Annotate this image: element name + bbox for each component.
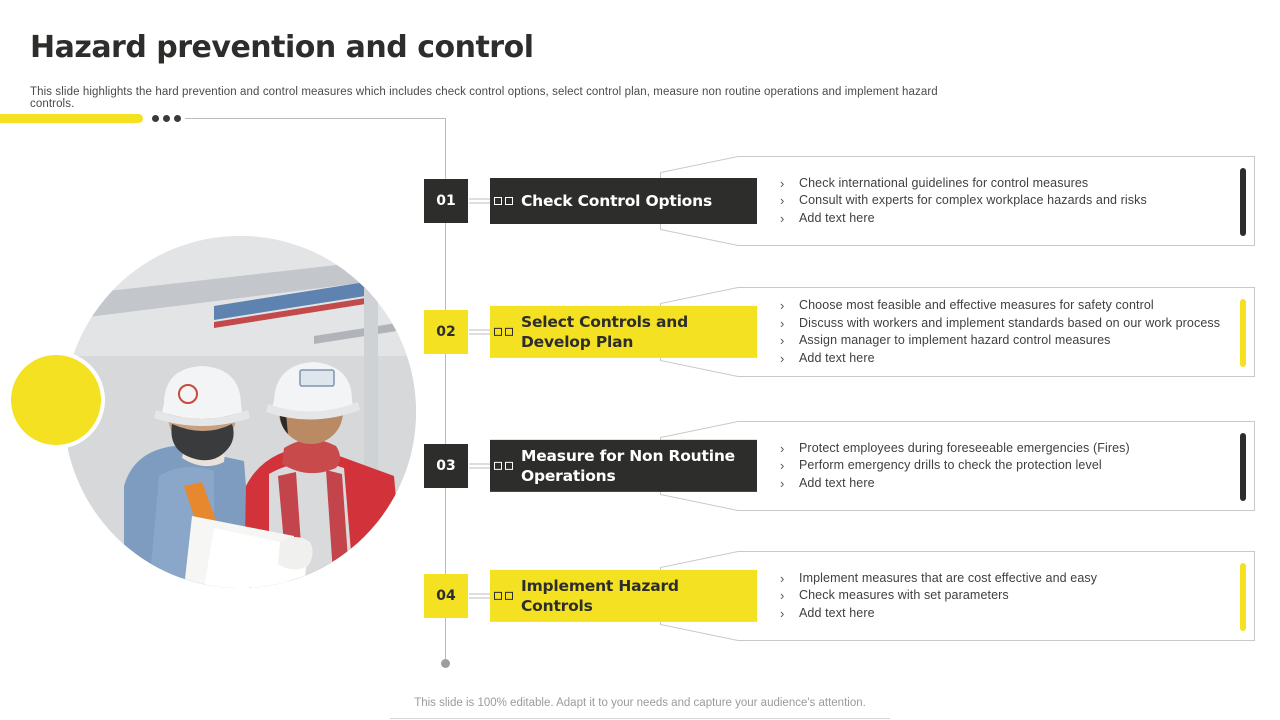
dot-icon xyxy=(174,115,181,122)
step-1-number: 01 xyxy=(424,179,468,223)
yellow-circle-decoration xyxy=(11,355,101,445)
process-step-1 xyxy=(424,156,1255,246)
bullet-item: › Check international guidelines for control measures xyxy=(780,175,1242,193)
bullet-item: › Perform emergency drills to check the protection level xyxy=(780,457,1242,475)
bullet-item: › Protect employees during foreseeable emergencies (Fires) xyxy=(780,440,1242,458)
step-2-bullet-list xyxy=(780,287,1242,377)
bullet-item: › Discuss with workers and implement standards based on our work process xyxy=(780,315,1242,333)
bullet-item: › Check measures with set parameters xyxy=(780,587,1242,605)
step-1-bullet-list xyxy=(780,156,1242,246)
step-2-title: Select Controls and Develop Plan xyxy=(521,312,688,351)
process-step-3 xyxy=(424,421,1255,511)
step-3-title: Measure for Non Routine Operations xyxy=(521,446,735,485)
accent-bar xyxy=(1240,168,1246,236)
accent-bar xyxy=(1240,433,1246,501)
checkbox-squares-icon xyxy=(494,328,513,336)
bullet-item: › Consult with experts for complex workplace hazards and risks xyxy=(780,192,1242,210)
process-step-4 xyxy=(424,551,1255,641)
dot-icon xyxy=(152,115,159,122)
step-4-number: 04 xyxy=(424,574,468,618)
bullet-item: › Implement measures that are cost effective and easy xyxy=(780,570,1242,588)
workers-photo-illustration xyxy=(64,236,416,588)
slide-bottom-edge xyxy=(390,718,890,719)
checkbox-squares-icon xyxy=(494,592,513,600)
slide-subtitle: This slide highlights the hard prevention and control measures which includes check control options, select control plan, measure non routine operations and implement hazard controls. xyxy=(30,86,938,110)
accent-bar xyxy=(1240,299,1246,367)
page-title: Hazard prevention and control xyxy=(30,30,534,65)
bullet-item: › Add text here xyxy=(780,605,1242,623)
connector-horizontal-line xyxy=(185,118,445,119)
step-1-title-box xyxy=(490,178,757,224)
step-4-title: Implement Hazard Controls xyxy=(521,576,679,615)
yellow-accent-bar xyxy=(0,114,143,123)
step-4-title-box xyxy=(490,570,757,622)
step-3-bullet-list xyxy=(780,421,1242,511)
bullet-item: › Assign manager to implement hazard control measures xyxy=(780,332,1242,350)
line-end-dot xyxy=(441,659,450,668)
step-4-bullet-list xyxy=(780,551,1242,641)
checkbox-squares-icon xyxy=(494,197,513,205)
bullet-item: › Add text here xyxy=(780,210,1242,228)
step-1-title: Check Control Options xyxy=(521,191,712,210)
step-3-number: 03 xyxy=(424,444,468,488)
checkbox-squares-icon xyxy=(494,462,513,470)
workers-photo xyxy=(64,236,416,588)
bullet-item: › Add text here xyxy=(780,350,1242,368)
process-step-2 xyxy=(424,287,1255,377)
step-3-title-box xyxy=(490,440,757,492)
bullet-item: › Add text here xyxy=(780,475,1242,493)
footer-note: This slide is 100% editable. Adapt it to your needs and capture your audience's attention. xyxy=(414,697,866,709)
step-2-number: 02 xyxy=(424,310,468,354)
step-2-title-box xyxy=(490,306,757,358)
bullet-item: › Choose most feasible and effective measures for safety control xyxy=(780,297,1242,315)
accent-bar xyxy=(1240,563,1246,631)
dot-icon xyxy=(163,115,170,122)
